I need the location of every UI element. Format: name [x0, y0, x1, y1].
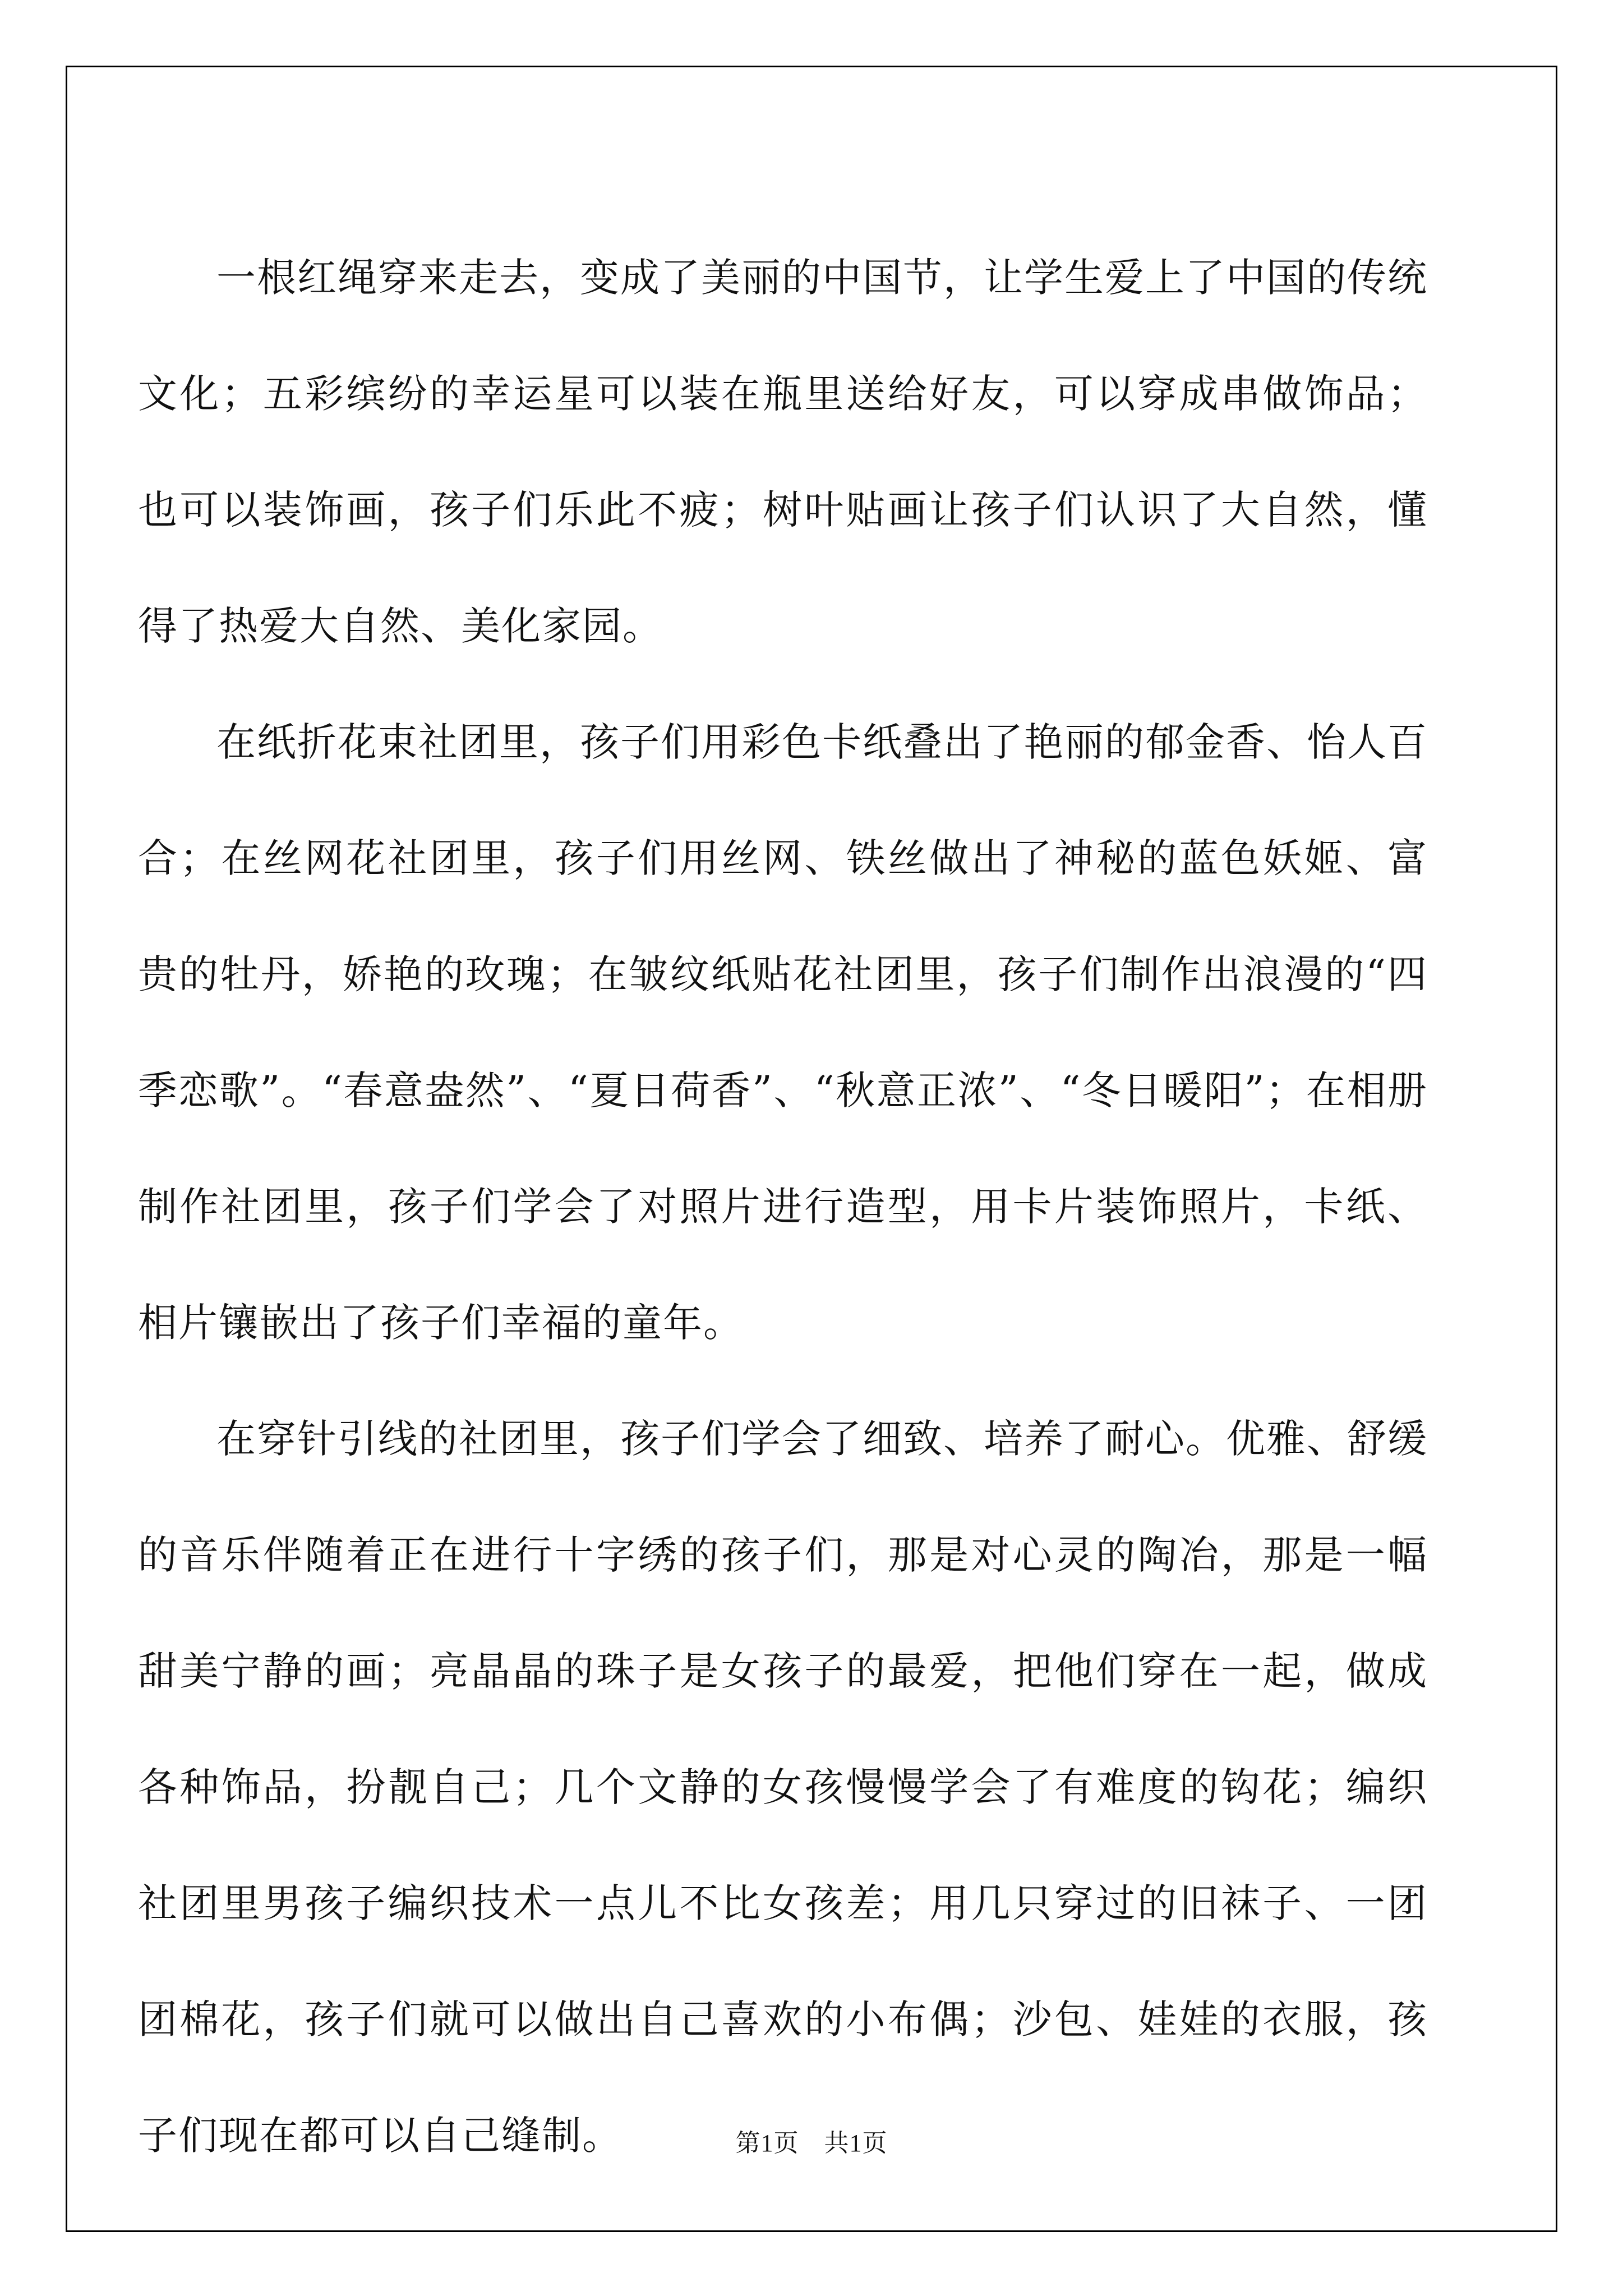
paragraph-1: 一根红绳穿来走去，变成了美丽的中国节，让学生爱上了中国的传统文化；五彩缤纷的幸运星可以装在瓶里送给好友，可以穿成串做饰品；也可以装饰画，孩子们乐此不疲；树叶贴画让孩子们认识了大自然，懂得了热爱大自然、美化家园。	[138, 255, 1428, 649]
paragraph-3: 在穿针引线的社团里，孩子们学会了细致、培养了耐心。优雅、舒缓的音乐伴随着正在进行十字绣的孩子们，那是对心灵的陶冶，那是一幅甜美宁静的画；亮晶晶的珠子是女孩子的最爱，把他们穿在一起，做成各种饰品，扮靓自己；几个文静的女孩慢慢学会了有难度的钩花；编织社团里男孩子编织技术一点儿不比女孩差；用几只穿过的旧袜子、一团团棉花，孩子们就可以做出自己喜欢的小布偶；沙包、娃娃的衣服，孩子们现在都可以自己缝制。	[138, 1416, 1428, 2159]
document-body	[138, 220, 1428, 2194]
page-footer: 第1页 共1页	[735, 2129, 888, 2157]
paragraph-2: 在纸折花束社团里，孩子们用彩色卡纸叠出了艳丽的郁金香、怡人百合；在丝网花社团里，孩子们用丝网、铁丝做出了神秘的蓝色妖姬、富贵的牡丹，娇艳的玫瑰；在皱纹纸贴花社团里，孩子们制作出浪漫的“四季恋歌”。“春意盎然”、“夏日荷香”、“秋意正浓”、“冬日暖阳”；在相册制作社团里，孩子们学会了对照片进行造型，用卡片装饰照片，卡纸、相片镶嵌出了孩子们幸福的童年。	[138, 719, 1428, 1346]
